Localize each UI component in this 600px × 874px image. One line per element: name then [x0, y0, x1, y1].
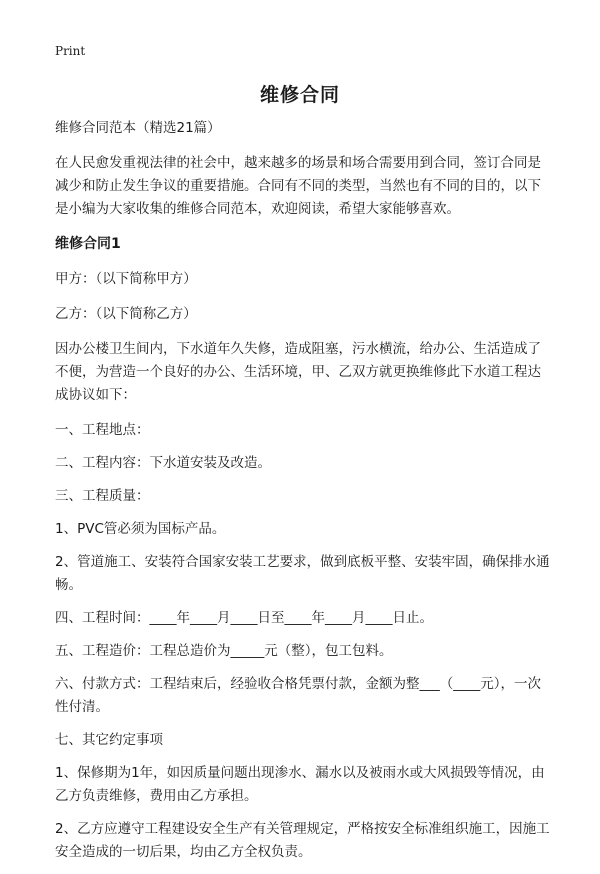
- intro-paragraph: 在人民愈发重视法律的社会中，越来越多的场景和场合需要用到合同，签订合同是减少和防止发生争议的重要措施。合同有不同的类型，当然也有不同的目的，以下是小编为大家收集的维修合同范本，欢迎阅读，希望大家能够喜欢。: [55, 155, 541, 217]
- party-b-line: 乙方：（以下简称乙方）: [55, 306, 197, 322]
- document-title: 维修合同: [259, 84, 340, 106]
- clause-location: 一、工程地点：: [55, 422, 150, 438]
- clause-quality-item-2: 2、管道施工、安装符合国家安装工艺要求，做到底板平整、安装牢固，确保排水通畅。: [55, 554, 550, 593]
- background-paragraph: 因办公楼卫生间内，下水道年久失修，造成阻塞，污水横流，给办公、生活造成了不便，为营造一个良好的办公、生活环境，甲、乙双方就更换维修此下水道工程达成协议如下：: [55, 341, 541, 403]
- document-body: [55, 117, 552, 874]
- document-subtitle: 维修合同范本（精选21篇）: [55, 120, 221, 136]
- clause-payment: 六、付款方式：工程结束后，经验收合格凭票付款，金额为整___（____元），一次性付清。: [55, 676, 541, 715]
- print-link[interactable]: Print: [55, 44, 86, 58]
- party-a-line: 甲方：（以下简称甲方）: [55, 271, 197, 287]
- clause-quality-item-1: 1、PVC管必须为国标产品。: [55, 521, 226, 537]
- clause-quality: 三、工程质量：: [55, 488, 150, 504]
- section-heading: 维修合同1: [55, 236, 121, 252]
- clause-time: 四、工程时间：____年____月____日至____年____月____日止。: [55, 610, 433, 626]
- clause-other-item-2: 2、乙方应遵守工程建设安全生产有关管理规定，严格按安全标准组织施工，因施工安全造成的一切后果，均由乙方全权负责。: [55, 821, 550, 860]
- clause-other: 七、其它约定事项: [55, 732, 163, 748]
- clause-content: 二、工程内容：下水道安装及改造。: [55, 455, 271, 471]
- clause-cost: 五、工程造价：工程总造价为_____元（整），包工包料。: [55, 643, 393, 659]
- clause-other-item-1: 1、保修期为1年，如因质量问题出现渗水、漏水以及被雨水或大风损毁等情况，由乙方负责维修，费用由乙方承担。: [55, 765, 545, 804]
